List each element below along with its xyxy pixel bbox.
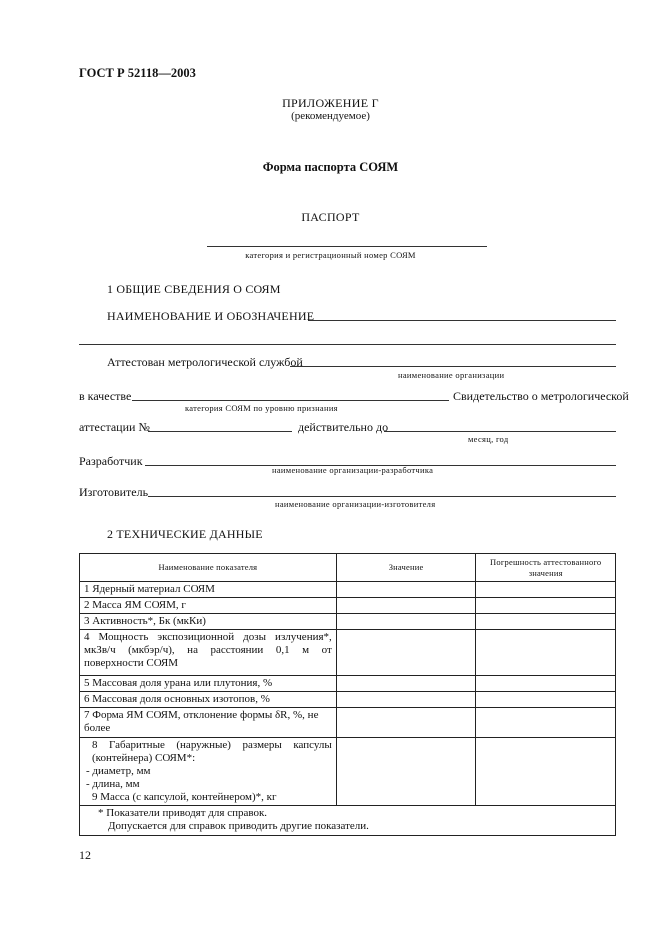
value-cell[interactable] — [336, 598, 476, 614]
certified-org-line[interactable] — [290, 366, 616, 367]
appendix-subtitle: (рекомендуемое) — [291, 110, 370, 122]
dimensions-title: 8 Габаритные (наружные) размеры капсулы (контейнера) СОЯМ*: — [92, 739, 332, 764]
name-label: НАИМЕНОВАНИЕ И ОБОЗНАЧЕНИЕ — [107, 309, 315, 323]
table-row-label: 5 Массовая доля урана или плутония, % — [80, 676, 337, 692]
manufacturer-caption: наименование организации-изготовителя — [275, 499, 436, 509]
certified-label: Аттестован метрологической службой — [107, 355, 303, 369]
table-row-label: 1 Ядерный материал СОЯМ — [80, 582, 337, 598]
valid-until-line[interactable] — [384, 431, 616, 432]
category-number-line[interactable] — [207, 246, 487, 247]
attestation-label: аттестации № — [79, 420, 150, 434]
value-cell[interactable] — [336, 738, 476, 806]
developer-caption: наименование организации-разработчика — [272, 465, 434, 475]
error-cell[interactable] — [476, 708, 616, 738]
attestation-number-line[interactable] — [148, 431, 292, 432]
category-caption: категория СОЯМ по уровню признания — [185, 403, 338, 413]
column-header-error: Погрешность аттестованного значения — [476, 554, 616, 582]
page-number: 12 — [79, 848, 91, 862]
name-line-2[interactable] — [79, 344, 616, 345]
table-row-dimensions — [80, 738, 337, 806]
form-title: Форма паспорта СОЯМ — [262, 160, 399, 174]
value-cell[interactable] — [336, 692, 476, 708]
standard-header: ГОСТ Р 52118—2003 — [79, 66, 196, 80]
passport-title: ПАСПОРТ — [301, 210, 360, 224]
category-number-caption: категория и регистрационный номер СОЯМ — [245, 250, 416, 260]
error-cell[interactable] — [476, 692, 616, 708]
as-label: в качестве — [79, 389, 132, 403]
error-cell[interactable] — [476, 738, 616, 806]
mass-item: 9 Масса (с капсулой, контейнером)*, кг — [92, 791, 277, 803]
value-cell[interactable] — [336, 614, 476, 630]
table-row-label: 2 Масса ЯМ СОЯМ, г — [80, 598, 337, 614]
value-cell[interactable] — [336, 630, 476, 676]
manufacturer-label: Изготовитель — [79, 485, 149, 499]
footnote-line: * Показатели приводят для справок. — [98, 807, 268, 819]
certificate-label: Свидетельство о метрологической — [453, 389, 629, 403]
column-header-name: Наименование показателя — [80, 554, 337, 582]
table-row-label: 7 Форма ЯМ СОЯМ, отклонение формы δR, %, не более — [80, 708, 337, 738]
org-caption: наименование организации — [398, 370, 505, 380]
value-cell[interactable] — [336, 708, 476, 738]
category-line[interactable] — [132, 400, 449, 401]
valid-label: действительно до — [298, 420, 389, 434]
column-header-value: Значение — [336, 554, 476, 582]
appendix-title: ПРИЛОЖЕНИЕ Г — [282, 96, 379, 110]
dimension-item: - длина, мм — [86, 778, 140, 790]
name-line[interactable] — [308, 320, 616, 321]
value-cell[interactable] — [336, 582, 476, 598]
error-cell[interactable] — [476, 598, 616, 614]
error-cell[interactable] — [476, 676, 616, 692]
table-row-label: 3 Активность*, Бк (мкКи) — [80, 614, 337, 630]
section2-heading: 2 ТЕХНИЧЕСКИЕ ДАННЫЕ — [107, 527, 263, 541]
error-cell[interactable] — [476, 614, 616, 630]
table-row-label: 6 Массовая доля основных изотопов, % — [80, 692, 337, 708]
value-cell[interactable] — [336, 676, 476, 692]
month-caption: месяц, год — [468, 434, 509, 444]
section1-heading: 1 ОБЩИЕ СВЕДЕНИЯ О СОЯМ — [107, 282, 281, 296]
developer-label: Разработчик — [79, 454, 143, 468]
table-row-label: 4 Мощность экспозиционной дозы излучения*, мкЗв/ч (мкбэр/ч), на расстоянии 0,1 м от поверхности СОЯМ — [80, 630, 337, 676]
error-cell[interactable] — [476, 582, 616, 598]
footnote-line: Допускается для справок приводить другие показатели. — [108, 820, 369, 832]
manufacturer-line[interactable] — [148, 496, 616, 497]
technical-data-table — [79, 553, 616, 836]
error-cell[interactable] — [476, 630, 616, 676]
table-footnote — [80, 806, 616, 836]
dimension-item: - диаметр, мм — [86, 765, 151, 777]
